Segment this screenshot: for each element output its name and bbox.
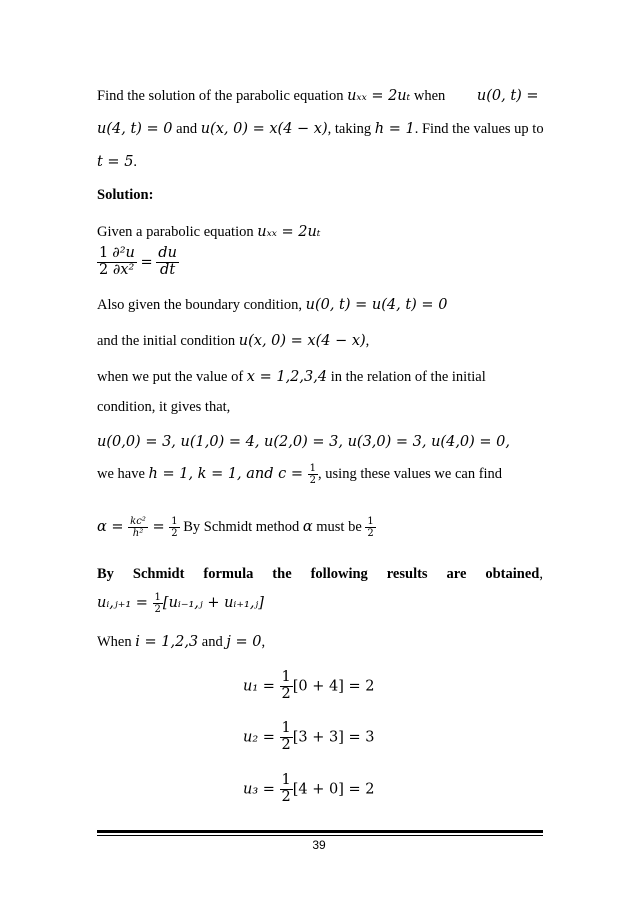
- boundary-equation: u(0, t) = u(4, t) = 0: [305, 297, 448, 313]
- fraction-den: h²: [128, 527, 148, 539]
- problem-text: when: [410, 88, 449, 104]
- substitute-line-1: [97, 369, 486, 386]
- rhs-fraction: [156, 246, 179, 279]
- result-rhs: [4 + 0] = 2: [292, 781, 375, 798]
- fraction-num: 1: [281, 669, 291, 685]
- result-lhs: u₃ =: [243, 781, 280, 798]
- j-value: j = 0: [226, 634, 262, 650]
- i-values: i = 1,2,3: [135, 634, 199, 650]
- step-eq: h = 1: [374, 121, 415, 137]
- params-text: , using these values we can find: [318, 465, 503, 482]
- fraction-num: kc²: [130, 516, 146, 527]
- problem-line-2: [97, 121, 544, 138]
- schmidt-word: obtained: [485, 566, 540, 582]
- alpha-fraction: [128, 516, 148, 539]
- result-fraction: [280, 670, 293, 703]
- result-u1: [243, 670, 375, 703]
- solution-heading: Solution:: [97, 187, 154, 203]
- fraction-den: 2: [281, 788, 291, 805]
- problem-text: , taking: [327, 121, 375, 137]
- fraction-den: 2: [99, 261, 109, 278]
- boundary-eq: u(4, t) = 0: [97, 121, 173, 137]
- fraction-num: ∂²u: [112, 245, 135, 261]
- formula-lhs: uᵢ,ⱼ₊₁ =: [97, 594, 153, 611]
- schmidt-word: formula: [203, 566, 254, 582]
- params-equation: h = 1, k = 1, and c =: [148, 465, 308, 482]
- fraction-den: 2: [281, 736, 291, 753]
- fraction-num: 1: [281, 772, 291, 788]
- schmidt-heading: [97, 566, 543, 583]
- result-lhs: u₂ =: [243, 729, 280, 746]
- equals-sign: =: [147, 518, 170, 535]
- given-equation: uₓₓ = 2uₜ: [257, 224, 321, 240]
- when-text: ,: [261, 634, 266, 650]
- result-u2: [243, 721, 375, 754]
- problem-line-1: [97, 88, 539, 105]
- problem-line-3: [97, 154, 137, 171]
- fraction-num: 1: [171, 516, 178, 527]
- initial-text: and the initial condition: [97, 333, 239, 349]
- schmidt-word: following: [310, 566, 368, 582]
- half-fraction: [169, 516, 179, 539]
- when-line: [97, 634, 265, 651]
- schmidt-word: are: [446, 566, 467, 582]
- schmidt-word: By: [97, 566, 114, 582]
- initial-text: ,: [365, 333, 370, 349]
- alpha-lhs: α =: [97, 518, 129, 535]
- alpha-line: [97, 516, 376, 539]
- result-u3: [243, 773, 375, 806]
- alpha-text: By Schmidt method: [179, 518, 303, 535]
- fraction-num: 1: [154, 592, 161, 603]
- time-eq: t = 5: [97, 154, 134, 170]
- boundary-text: Also given the boundary condition,: [97, 297, 306, 313]
- fraction-num: 1: [367, 516, 374, 527]
- given-text: Given a parabolic equation: [97, 224, 258, 240]
- boundary-eq: u(0, t) =: [476, 88, 539, 104]
- equals-sign: =: [140, 254, 153, 271]
- initial-line: [97, 333, 369, 350]
- schmidt-tail: ,: [539, 566, 543, 582]
- given-line: [97, 224, 320, 241]
- initial-equation: u(x, 0) = x(4 − x): [238, 333, 366, 349]
- result-rhs: [3 + 3] = 3: [292, 729, 375, 746]
- formula-fraction: [153, 592, 163, 615]
- fraction-den: 2: [309, 475, 317, 486]
- fraction-den: ∂x²: [110, 262, 137, 279]
- initial-eq: u(x, 0) = x(4 − x): [200, 121, 328, 137]
- alpha-symbol: α: [302, 518, 313, 535]
- schmidt-word: Schmidt: [132, 566, 185, 582]
- must-fraction: [365, 516, 375, 539]
- fraction-den: 2: [154, 604, 161, 615]
- problem-text: and: [172, 121, 201, 137]
- problem-text: . Find the values up to: [414, 121, 544, 137]
- coef-fraction: [97, 246, 110, 279]
- page-number: 39: [312, 838, 326, 852]
- result-lhs: u₁ =: [243, 678, 280, 695]
- fraction-num: du: [158, 245, 177, 261]
- schmidt-formula: [97, 592, 264, 615]
- substitute-text: when we put the value of: [97, 369, 247, 385]
- fraction-num: 1: [281, 720, 291, 736]
- fraction-num: 1: [99, 245, 109, 261]
- formula-rhs: [uᵢ₋₁,ⱼ + uᵢ₊₁,ⱼ]: [162, 594, 264, 611]
- alpha-text: must be: [312, 518, 366, 535]
- schmidt-word: results: [386, 566, 428, 582]
- params-line: [97, 463, 502, 486]
- substitute-line-2: condition, it gives that,: [97, 399, 231, 415]
- footer-rule-thick: [97, 830, 543, 833]
- fraction-den: 2: [171, 528, 178, 539]
- fraction-den: dt: [156, 262, 179, 279]
- when-text: and: [198, 634, 227, 650]
- pde-fraction-line: [97, 246, 179, 279]
- when-text: When: [97, 634, 136, 650]
- initial-values-line: u(0,0) = 3, u(1,0) = 4, u(2,0) = 3, u(3,0) = 3, u(4,0) = 0,: [97, 434, 511, 450]
- fraction-den: 2: [281, 685, 291, 702]
- result-fraction: [280, 721, 293, 754]
- c-fraction: [308, 463, 318, 486]
- schmidt-word: the: [272, 566, 292, 582]
- x-values-eq: x = 1,2,3,4: [246, 369, 328, 385]
- result-fraction: [280, 773, 293, 806]
- fraction-den: 2: [367, 528, 374, 539]
- params-text: we have: [97, 465, 149, 482]
- fraction-num: 1: [309, 463, 317, 474]
- substitute-text: in the relation of the initial: [327, 369, 486, 385]
- boundary-line: [97, 297, 447, 314]
- problem-text: .: [133, 154, 138, 170]
- lhs-fraction: [110, 246, 137, 279]
- footer-rule-thin: [97, 835, 543, 836]
- problem-text: Find the solution of the parabolic equation: [97, 88, 348, 104]
- equation-uxx: uₓₓ = 2uₜ: [347, 88, 411, 104]
- result-rhs: [0 + 4] = 2: [292, 678, 375, 695]
